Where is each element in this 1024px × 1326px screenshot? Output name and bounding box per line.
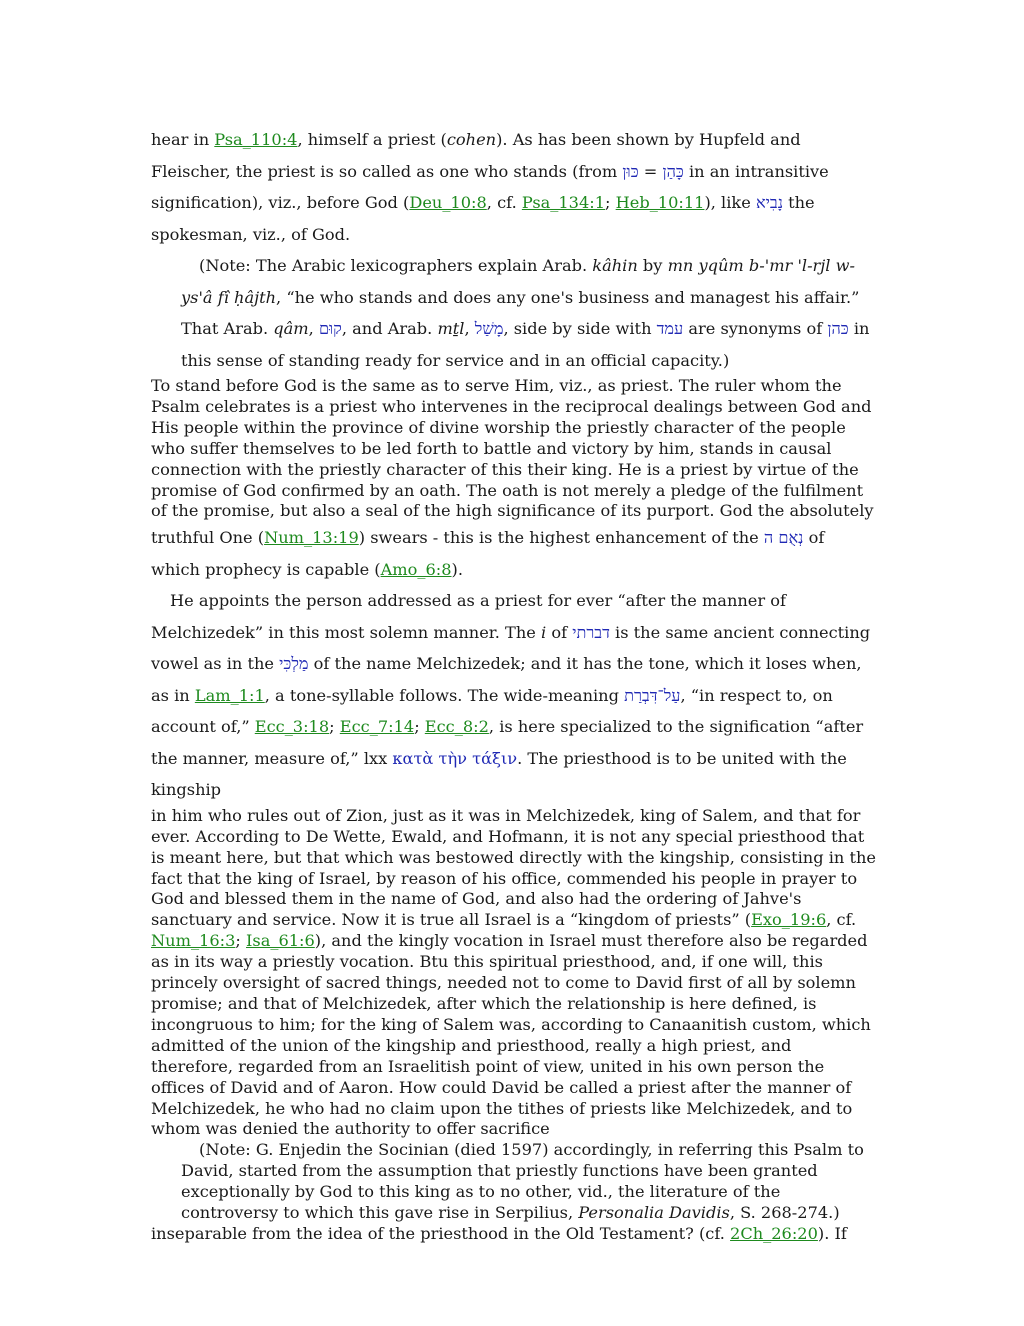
scripture-link[interactable]: Lam_1:1 [194, 685, 265, 705]
hebrew-word: מָשַׁל [474, 319, 504, 338]
hebrew-word: עמד [656, 319, 684, 338]
scripture-link[interactable]: Heb_10:11 [615, 193, 705, 212]
body-paragraph: hear in Psa_110:4, himself a priest (cohen). As has been shown by Hupfeld and Fleischer, the priest is so called as one who stands (from כָּהַן = כּוּן in an intransitive signification), viz., before God (Deu_10:8, cf. Psa_134:1; Heb_10:11), like נָבִיא the spokesman, viz., of God. [151, 130, 829, 244]
scripture-link[interactable]: Ecc_3:18 [254, 717, 330, 737]
document-page [151, 124, 878, 1245]
body-paragraph: truthful One (Num_13:19) swears - this is the highest enhancement of the נְאֻם ה of which prophecy is capable (Amo_6:8). [151, 528, 825, 579]
hebrew-word: עַל־דִּבְרַת [624, 685, 681, 705]
scripture-link[interactable]: Psa_110:4 [214, 130, 298, 149]
scripture-link[interactable]: Deu_10:8 [409, 193, 487, 212]
scripture-link[interactable]: Ecc_7:14 [339, 717, 415, 737]
scripture-link[interactable]: Isa_61:6 [246, 931, 315, 951]
footnote-paragraph: (Note: The Arabic lexicographers explain Arab. kâhin by mn yqûm b-'mr 'l-rjl w-ys'â fî ḥâjth, “he who stands and does any one's business and managest his affair.” That Arab. qâm, קוּם, and Arab. mṯl, מָשַׁל, side by side with עמד are synonyms of כּהן in this sense of standing ready for service and in an official capacity.) [181, 256, 870, 370]
hebrew-word: דברתי [572, 622, 610, 642]
hebrew-word: כּוּן [622, 161, 639, 181]
body-paragraph: in him who rules out of Zion, just as it was in Melchizedek, king of Salem, and that for ever. According to De Wette, Ewald, and Hofmann, it is not any special priesthood that is meant here, but that which was bestowed directly with the kingship, consisting in the fact that the king of Israel, by reason of his office, commended his people in prayer to God and blessed them in the name of God, and also had the ordering of Jahve's sanctuary and service. Now it is true all Israel is a “kingdom of priests” (Exo_19:6, cf. Num_16:3; Isa_61:6), and the kingly vocation in Israel must therefore also be regarded as in its way a priestly vocation. Btu this spiritual priesthood, and, if one will, this princely oversight of sacred things, needed not to come to David first of all by solemn promise; and that of Melchizedek, after which the relationship is here defined, is incongruous to him; for the king of Salem was, according to Canaanitish custom, which admitted of the union of the kingship and priesthood, really a high priest, and therefore, regarded from an Israelitish point of view, united in his own person the offices of David and of Aaron. How could David be called a priest after the manner of Melchizedek, he who had no claim upon the tithes of priests like Melchizedek, and to whom was denied the authority to offer sacrifice [151, 805, 876, 1139]
hebrew-word: נָבִיא [755, 193, 783, 212]
hebrew-word: נְאֻם ה [763, 528, 804, 548]
body-paragraph: To stand before God is the same as to serve Him, viz., as priest. The ruler whom the Psalm celebrates is a priest who intervenes in the reciprocal dealings between God and His people within the province of divine worship the priestly character of the people who suffer themselves to be led forth to battle and victory by him, stands in causal connection with the priestly character of this their king. He is a priest by virtue of the promise of God confirmed by an oath. The oath is not merely a pledge of the fulfilment of the promise, but also a seal of the high significance of its purport. God the absolutely [151, 376, 874, 521]
scripture-link[interactable]: Num_16:3 [151, 931, 236, 951]
body-paragraph: inseparable from the idea of the priesthood in the Old Testament? (cf. 2Ch_26:20). If [151, 1223, 847, 1243]
scripture-link[interactable]: Exo_19:6 [751, 910, 827, 930]
greek-phrase: κατὰ τὴν τάξιν [392, 748, 518, 768]
scripture-link[interactable]: 2Ch_26:20 [730, 1223, 818, 1243]
hebrew-word: כָּהַן [662, 161, 684, 181]
hebrew-word: כּהן [827, 319, 849, 338]
footnote-paragraph: (Note: G. Enjedin the Socinian (died 1597) accordingly, in referring this Psalm to David, started from the assumption that priestly functions have been granted exceptionally by God to this king as to no other, vid., the literature of the controversy to which this gave rise in Serpilius, Personalia Davidis, S. 268-274.) [181, 1140, 864, 1223]
scripture-link[interactable]: Amo_6:8 [380, 559, 452, 579]
hebrew-word: קוּם [318, 319, 342, 338]
scripture-link[interactable]: Psa_134:1 [521, 193, 606, 212]
scripture-link[interactable]: Num_13:19 [264, 528, 359, 548]
scripture-link[interactable]: Ecc_8:2 [424, 717, 489, 737]
body-paragraph: He appoints the person addressed as a priest for ever “after the manner of Melchizedek” in this most solemn manner. The i of דברתי is the same ancient connecting vowel as in the מַלְכִּי of the name Melchizedek; and it has the tone, which it loses when, as in Lam_1:1, a tone-syllable follows. The wide-meaning עַל־דִּבְרַת, “in respect to, on account of,” Ecc_3:18; Ecc_7:14; Ecc_8:2, is here specialized to the signification “after the manner, measure of,” lxx κατὰ τὴν τάξιν. The priesthood is to be united with the kingship [151, 591, 871, 800]
hebrew-word: מַלְכִּי [279, 654, 309, 674]
